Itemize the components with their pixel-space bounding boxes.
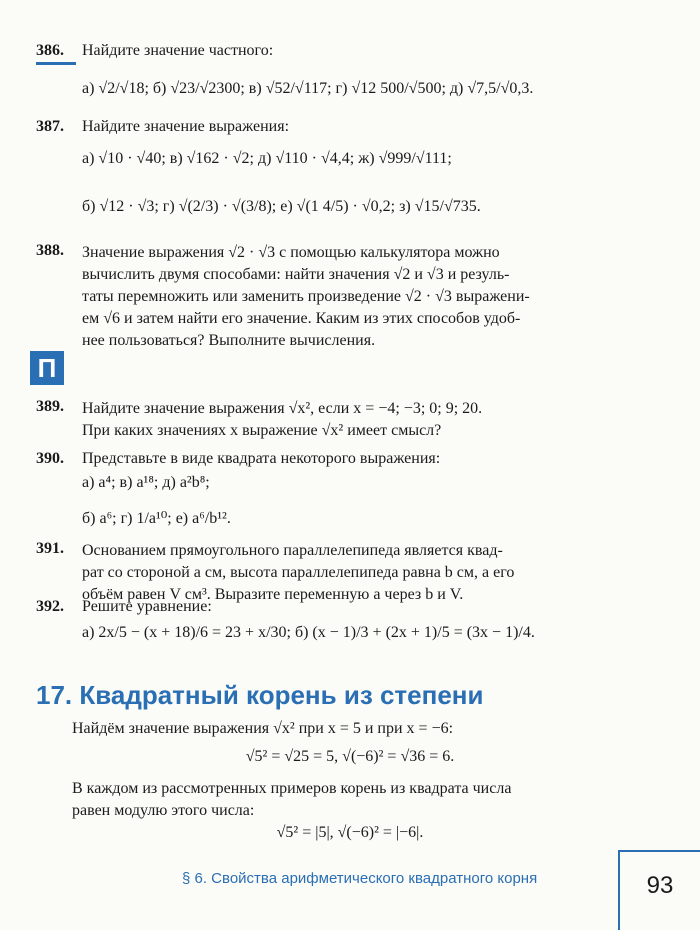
problem-387-row-1: а) √10 · √40; в) √162 · √2; д) √110 · √4,4; ж) √999/√111; (82, 150, 452, 167)
problem-388-text (82, 242, 530, 352)
section-text (72, 778, 511, 822)
problem-391-text (82, 540, 514, 606)
problem-391-line: объём равен V см³. Выразите переменную a через b и V. (82, 586, 464, 603)
problem-391-line: рат со стороной a см, высота параллелепипеда равна b см, а его (82, 564, 515, 581)
problem-389-text (82, 398, 482, 442)
section-title: 17. Квадратный корень из степени (36, 680, 484, 710)
problem-388-line: нее пользоваться? Выполните вычисления. (82, 332, 376, 349)
problem-388-line: таты перемножить или заменить произведение √2 · √3 выражени- (82, 288, 530, 305)
problem-392-text: Решите уравнение: (82, 598, 212, 615)
problem-391-line: Основанием прямоугольного параллелепипеда является квад- (82, 542, 503, 559)
section-formula-1: √5² = √25 = 5, √(−6)² = √36 = 6. (245, 748, 455, 765)
problem-392-number: 392. (36, 598, 64, 615)
problem-389-line: Найдите значение выражения √x², если x = −4; −3; 0; 9; 20. (82, 400, 483, 417)
problem-392-row: а) 2x/5 − (x + 18)/6 = 23 + x/30; б) (x − 1)/3 + (2x + 1)/5 = (3x − 1)/4. (82, 624, 535, 641)
problem-390-text: Представьте в виде квадрата некоторого выражения: (82, 450, 441, 467)
problem-391-number: 391. (36, 540, 64, 557)
section-text-line: равен модулю этого числа: (72, 802, 255, 819)
problem-390-number: 390. (36, 450, 64, 467)
problem-389-number: 389. (36, 398, 64, 415)
sidebar-section-marker (30, 351, 64, 385)
problem-390-row-1: а) a⁴; в) a¹⁸; д) a²b⁸; (82, 474, 210, 491)
problem-386-items: а) √2/√18; б) √23/√2300; в) √52/√117; г) √12 500/√500; д) √7,5/√0,3. (82, 80, 534, 97)
problem-389-line: При каких значениях x выражение √x² имеет смысл? (82, 422, 442, 439)
problem-387-number: 387. (36, 118, 64, 135)
problem-390-row-2: б) a⁶; г) 1/a¹⁰; е) a⁶/b¹². (82, 510, 231, 527)
problem-386-text: Найдите значение частного: (82, 42, 274, 59)
section-text-line: В каждом из рассмотренных примеров корень из квадрата числа (72, 780, 512, 797)
problem-386-underline (36, 62, 76, 65)
problem-387-text: Найдите значение выражения: (82, 118, 290, 135)
problem-386-number: 386. (36, 42, 64, 59)
section-intro: Найдём значение выражения √x² при x = 5 и при x = −6: (72, 720, 454, 737)
problem-388-line: вычислить двумя способами: найти значения √2 и √3 и резуль- (82, 266, 510, 283)
problem-387-row-2: б) √12 · √3; г) √(2/3) · √(3/8); е) √(1 4/5) · √0,2; з) √15/√735. (82, 198, 481, 215)
problem-388-number: 388. (36, 242, 64, 259)
page-number-box (618, 850, 700, 930)
chapter-footer: § 6. Свойства арифметического квадратного корня (182, 870, 538, 887)
problem-388-line: ем √6 и затем найти его значение. Каким из этих способов удоб- (82, 310, 521, 327)
sidebar-marker-letter: П (37, 353, 57, 383)
problem-388-line: Значение выражения √2 · √3 с помощью калькулятора можно (82, 244, 500, 261)
section-formula-2: √5² = |5|, √(−6)² = |−6|. (276, 824, 424, 841)
page-number: 93 (646, 872, 674, 899)
